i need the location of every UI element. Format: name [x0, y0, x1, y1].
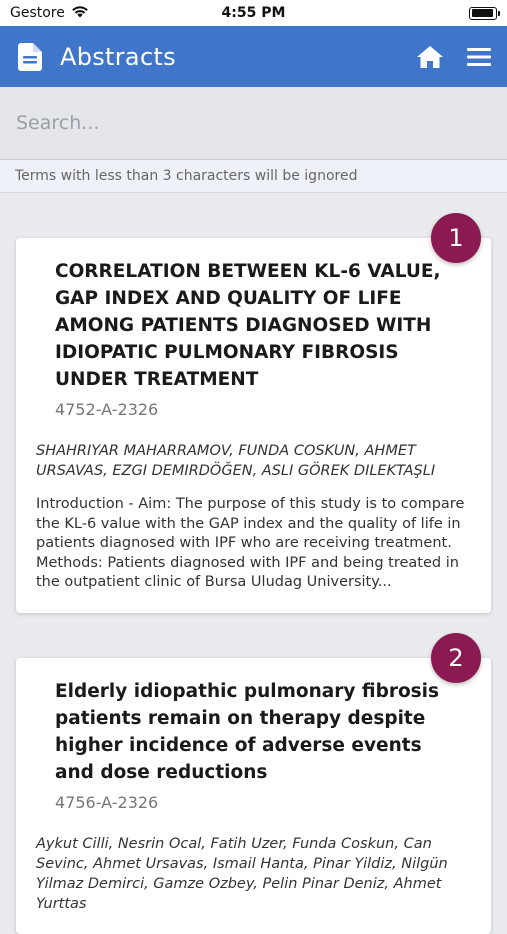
abstract-list — [0, 193, 507, 934]
battery-fill — [472, 9, 494, 17]
home-icon[interactable] — [417, 46, 443, 68]
abstract-card[interactable] — [16, 224, 491, 613]
abstract-authors: SHAHRIYAR MAHARRAMOV, FUNDA COSKUN, AHMET URSAVAS, EZGI DEMIRDÖĞEN, ASLI GÖREK DILEKTAŞLI — [36, 443, 436, 479]
abstract-title: CORRELATION BETWEEN KL-6 VALUE, GAP INDEX AND QUALITY OF LIFE AMONG PATIENTS DIAGNOSED WITH IDIOPATIC PULMONARY FIBROSIS UNDER TREATMENT — [55, 261, 441, 390]
search-hint: Terms with less than 3 characters will be ignored — [0, 160, 507, 193]
status-left — [10, 5, 89, 22]
status-bar — [0, 0, 507, 26]
abstract-code: 4752-A-2326 — [55, 400, 159, 419]
battery-icon — [469, 7, 497, 20]
carrier-label: Gestore — [10, 5, 65, 21]
abstract-excerpt: Introduction - Aim: The purpose of this study is to compare the KL-6 value with the GAP index and the quality of life in patients diagnosed with IPF who are receiving treatment. Methods: Patients diagnosed with IPF and being treated in the outpatient clinic of Bursa Uludag University... — [36, 496, 465, 590]
abstract-title: Elderly idiopathic pulmonary fibrosis patients remain on therapy despite higher incidence of adverse events and dose reductions — [55, 680, 440, 783]
app-bar-actions — [417, 46, 491, 68]
abstract-number-badge: 1 — [431, 213, 481, 263]
document-icon — [18, 43, 42, 71]
menu-icon[interactable] — [467, 48, 491, 66]
abstract-card[interactable] — [16, 643, 491, 934]
abstract-code: 4756-A-2326 — [55, 792, 159, 812]
abstract-number-badge: 2 — [431, 633, 481, 683]
app-title: Abstracts — [60, 42, 176, 71]
wifi-icon — [71, 5, 89, 22]
search-area — [0, 87, 507, 160]
status-time: 4:55 PM — [221, 5, 286, 21]
search-input[interactable] — [16, 112, 491, 134]
app-bar — [0, 26, 507, 87]
abstract-authors: Aykut Cilli, Nesrin Ocal, Fatih Uzer, Funda Coskun, Can Sevinc, Ahmet Ursavas, Ismail Hanta, Pinar Yildiz, Nilgün Yilmaz Demirci, Gamze Ozbey, Pelin Pinar Deniz, Ahmet Yurttas — [36, 835, 448, 912]
